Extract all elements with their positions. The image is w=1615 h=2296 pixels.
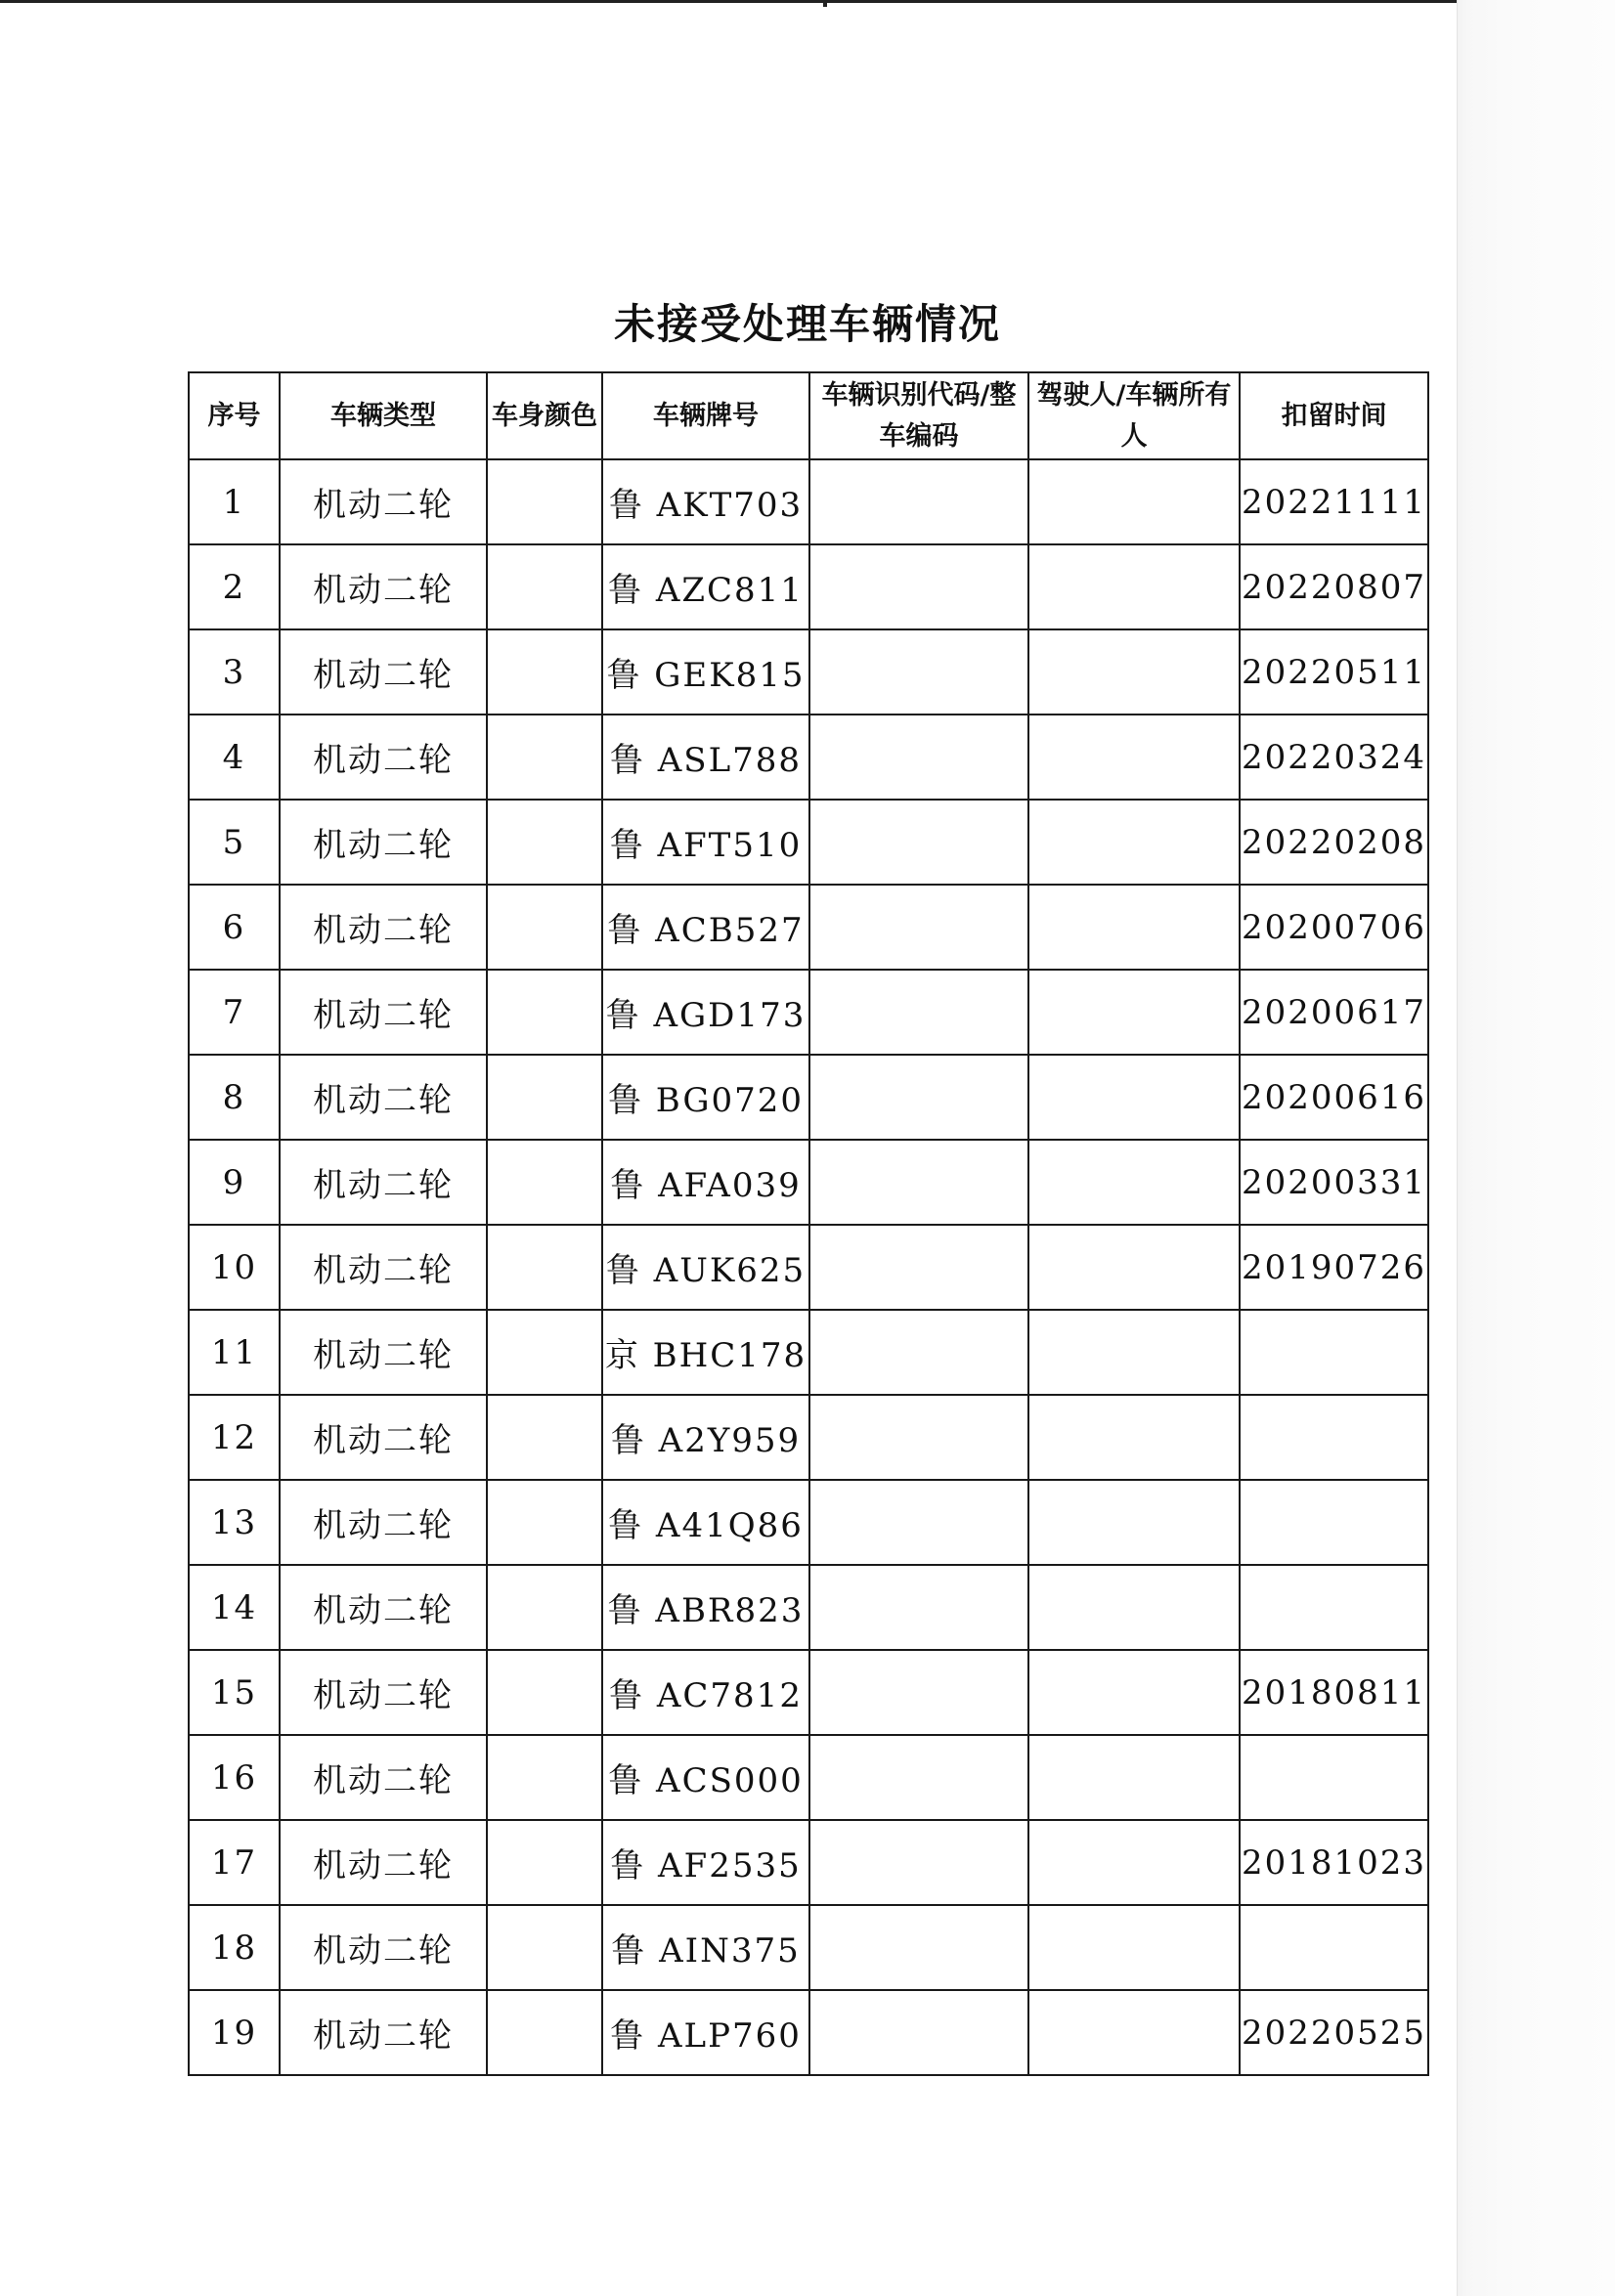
cell-index: 17 (189, 1820, 280, 1905)
cell-body-color (487, 1225, 602, 1310)
cell-detain-time (1240, 1480, 1428, 1565)
table-row (189, 1565, 1428, 1650)
cell-owner (1028, 1905, 1240, 1990)
cell-vin (809, 1395, 1028, 1480)
cell-body-color (487, 1565, 602, 1650)
vehicle-table (188, 371, 1429, 2076)
cell-owner (1028, 1310, 1240, 1395)
cell-vehicle-type: 机动二轮 (280, 715, 487, 800)
cell-body-color (487, 715, 602, 800)
table-row (189, 970, 1428, 1055)
cell-index: 18 (189, 1905, 280, 1990)
cell-plate-number: 鲁 GEK815 (602, 629, 809, 715)
cell-plate-number: 鲁 AC7812 (602, 1650, 809, 1735)
cell-owner (1028, 1225, 1240, 1310)
cell-vehicle-type: 机动二轮 (280, 885, 487, 970)
table-row (189, 800, 1428, 885)
cell-vehicle-type: 机动二轮 (280, 1225, 487, 1310)
cell-detain-time: 20220511 (1240, 629, 1428, 715)
table-body (189, 459, 1428, 2075)
table-row (189, 544, 1428, 629)
cell-owner (1028, 1565, 1240, 1650)
cell-detain-time (1240, 1310, 1428, 1395)
cell-index: 4 (189, 715, 280, 800)
cell-owner (1028, 1990, 1240, 2075)
cell-vin (809, 1990, 1028, 2075)
cell-vin (809, 629, 1028, 715)
cell-plate-number: 鲁 AFT510 (602, 800, 809, 885)
cell-vin (809, 1650, 1028, 1735)
cell-vehicle-type: 机动二轮 (280, 800, 487, 885)
cell-plate-number: 鲁 AKT703 (602, 459, 809, 544)
cell-detain-time (1240, 1565, 1428, 1650)
cell-owner (1028, 544, 1240, 629)
cell-plate-number: 鲁 ACB527 (602, 885, 809, 970)
cell-body-color (487, 1820, 602, 1905)
cell-vin (809, 1735, 1028, 1820)
cell-vin (809, 970, 1028, 1055)
cell-index: 6 (189, 885, 280, 970)
cell-index: 15 (189, 1650, 280, 1735)
cell-owner (1028, 1735, 1240, 1820)
cell-vin (809, 1480, 1028, 1565)
cell-plate-number: 鲁 ALP760 (602, 1990, 809, 2075)
cell-vehicle-type: 机动二轮 (280, 1055, 487, 1140)
table-row (189, 715, 1428, 800)
cell-index: 12 (189, 1395, 280, 1480)
cell-owner (1028, 1480, 1240, 1565)
cell-vehicle-type: 机动二轮 (280, 459, 487, 544)
cell-index: 1 (189, 459, 280, 544)
cell-detain-time: 20220208 (1240, 800, 1428, 885)
table-row (189, 629, 1428, 715)
cell-plate-number: 鲁 ACS000 (602, 1735, 809, 1820)
cell-owner (1028, 1650, 1240, 1735)
cell-body-color (487, 1395, 602, 1480)
cell-vin (809, 1565, 1028, 1650)
cell-owner (1028, 459, 1240, 544)
cell-detain-time: 20220324 (1240, 715, 1428, 800)
cell-vehicle-type: 机动二轮 (280, 970, 487, 1055)
cell-vin (809, 1905, 1028, 1990)
cell-index: 14 (189, 1565, 280, 1650)
cell-detain-time: 20221111 (1240, 459, 1428, 544)
cell-index: 11 (189, 1310, 280, 1395)
table-row (189, 885, 1428, 970)
cell-plate-number: 鲁 AIN375 (602, 1905, 809, 1990)
header-vin: 车辆识别代码/整车编码 (809, 372, 1028, 459)
cell-plate-number: 鲁 AZC811 (602, 544, 809, 629)
cell-vehicle-type: 机动二轮 (280, 1140, 487, 1225)
table-row (189, 1395, 1428, 1480)
table-row (189, 1480, 1428, 1565)
cell-body-color (487, 1310, 602, 1395)
cell-plate-number: 鲁 AUK625 (602, 1225, 809, 1310)
cell-owner (1028, 1395, 1240, 1480)
table-row (189, 1140, 1428, 1225)
cell-body-color (487, 1140, 602, 1225)
cell-plate-number: 鲁 A41Q86 (602, 1480, 809, 1565)
cell-body-color (487, 1055, 602, 1140)
page-title: 未接受处理车辆情况 (613, 300, 1001, 348)
cell-index: 5 (189, 800, 280, 885)
cell-vehicle-type: 机动二轮 (280, 1650, 487, 1735)
cell-detain-time: 20200706 (1240, 885, 1428, 970)
cell-index: 2 (189, 544, 280, 629)
cell-body-color (487, 1650, 602, 1735)
cell-detain-time (1240, 1395, 1428, 1480)
cell-index: 16 (189, 1735, 280, 1820)
table-row (189, 459, 1428, 544)
cell-owner (1028, 715, 1240, 800)
cell-body-color (487, 1735, 602, 1820)
cell-vehicle-type: 机动二轮 (280, 1480, 487, 1565)
cell-detain-time: 20200616 (1240, 1055, 1428, 1140)
cell-index: 3 (189, 629, 280, 715)
cell-index: 9 (189, 1140, 280, 1225)
cell-detain-time: 20200331 (1240, 1140, 1428, 1225)
cell-vehicle-type: 机动二轮 (280, 1735, 487, 1820)
cell-plate-number: 鲁 AGD173 (602, 970, 809, 1055)
cell-detain-time: 20181023 (1240, 1820, 1428, 1905)
cell-detain-time: 20220807 (1240, 544, 1428, 629)
cell-vehicle-type: 机动二轮 (280, 1395, 487, 1480)
cell-body-color (487, 970, 602, 1055)
header-detain-time: 扣留时间 (1240, 372, 1428, 459)
cell-vehicle-type: 机动二轮 (280, 1990, 487, 2075)
cell-vin (809, 1225, 1028, 1310)
cell-index: 19 (189, 1990, 280, 2075)
cell-detain-time (1240, 1735, 1428, 1820)
cell-owner (1028, 1820, 1240, 1905)
scan-top-mark (823, 0, 827, 7)
cell-body-color (487, 885, 602, 970)
cell-owner (1028, 1055, 1240, 1140)
table-row (189, 1990, 1428, 2075)
cell-body-color (487, 544, 602, 629)
cell-vin (809, 715, 1028, 800)
table-row (189, 1310, 1428, 1395)
cell-index: 13 (189, 1480, 280, 1565)
cell-vin (809, 1820, 1028, 1905)
cell-vin (809, 544, 1028, 629)
cell-plate-number: 鲁 AF2535 (602, 1820, 809, 1905)
cell-vehicle-type: 机动二轮 (280, 1820, 487, 1905)
cell-index: 10 (189, 1225, 280, 1310)
cell-detain-time: 20200617 (1240, 970, 1428, 1055)
cell-vehicle-type: 机动二轮 (280, 1310, 487, 1395)
cell-body-color (487, 1480, 602, 1565)
header-body-color: 车身颜色 (487, 372, 602, 459)
cell-plate-number: 鲁 BG0720 (602, 1055, 809, 1140)
cell-plate-number: 鲁 AFA039 (602, 1140, 809, 1225)
cell-detain-time: 20180811 (1240, 1650, 1428, 1735)
cell-body-color (487, 1990, 602, 2075)
cell-owner (1028, 885, 1240, 970)
cell-body-color (487, 1905, 602, 1990)
header-plate-number: 车辆牌号 (602, 372, 809, 459)
cell-vehicle-type: 机动二轮 (280, 1905, 487, 1990)
cell-vehicle-type: 机动二轮 (280, 629, 487, 715)
cell-plate-number: 京 BHC178 (602, 1310, 809, 1395)
cell-vin (809, 885, 1028, 970)
header-index: 序号 (189, 372, 280, 459)
cell-body-color (487, 629, 602, 715)
cell-vehicle-type: 机动二轮 (280, 1565, 487, 1650)
cell-detain-time (1240, 1905, 1428, 1990)
cell-detain-time: 20220525 (1240, 1990, 1428, 2075)
cell-vin (809, 800, 1028, 885)
header-vehicle-type: 车辆类型 (280, 372, 487, 459)
cell-owner (1028, 629, 1240, 715)
table-row (189, 1820, 1428, 1905)
cell-body-color (487, 800, 602, 885)
cell-vin (809, 1140, 1028, 1225)
header-owner: 驾驶人/车辆所有人 (1028, 372, 1240, 459)
cell-body-color (487, 459, 602, 544)
cell-vehicle-type: 机动二轮 (280, 544, 487, 629)
cell-plate-number: 鲁 ASL788 (602, 715, 809, 800)
cell-vin (809, 1310, 1028, 1395)
table-row (189, 1735, 1428, 1820)
table-row (189, 1055, 1428, 1140)
cell-plate-number: 鲁 A2Y959 (602, 1395, 809, 1480)
scan-top-border (0, 0, 1457, 3)
table-row (189, 1650, 1428, 1735)
cell-detain-time: 20190726 (1240, 1225, 1428, 1310)
cell-vin (809, 459, 1028, 544)
cell-owner (1028, 970, 1240, 1055)
cell-vin (809, 1055, 1028, 1140)
table-header-row (189, 372, 1428, 459)
cell-index: 7 (189, 970, 280, 1055)
cell-owner (1028, 1140, 1240, 1225)
table-row (189, 1225, 1428, 1310)
cell-index: 8 (189, 1055, 280, 1140)
table-row (189, 1905, 1428, 1990)
cell-owner (1028, 800, 1240, 885)
cell-plate-number: 鲁 ABR823 (602, 1565, 809, 1650)
